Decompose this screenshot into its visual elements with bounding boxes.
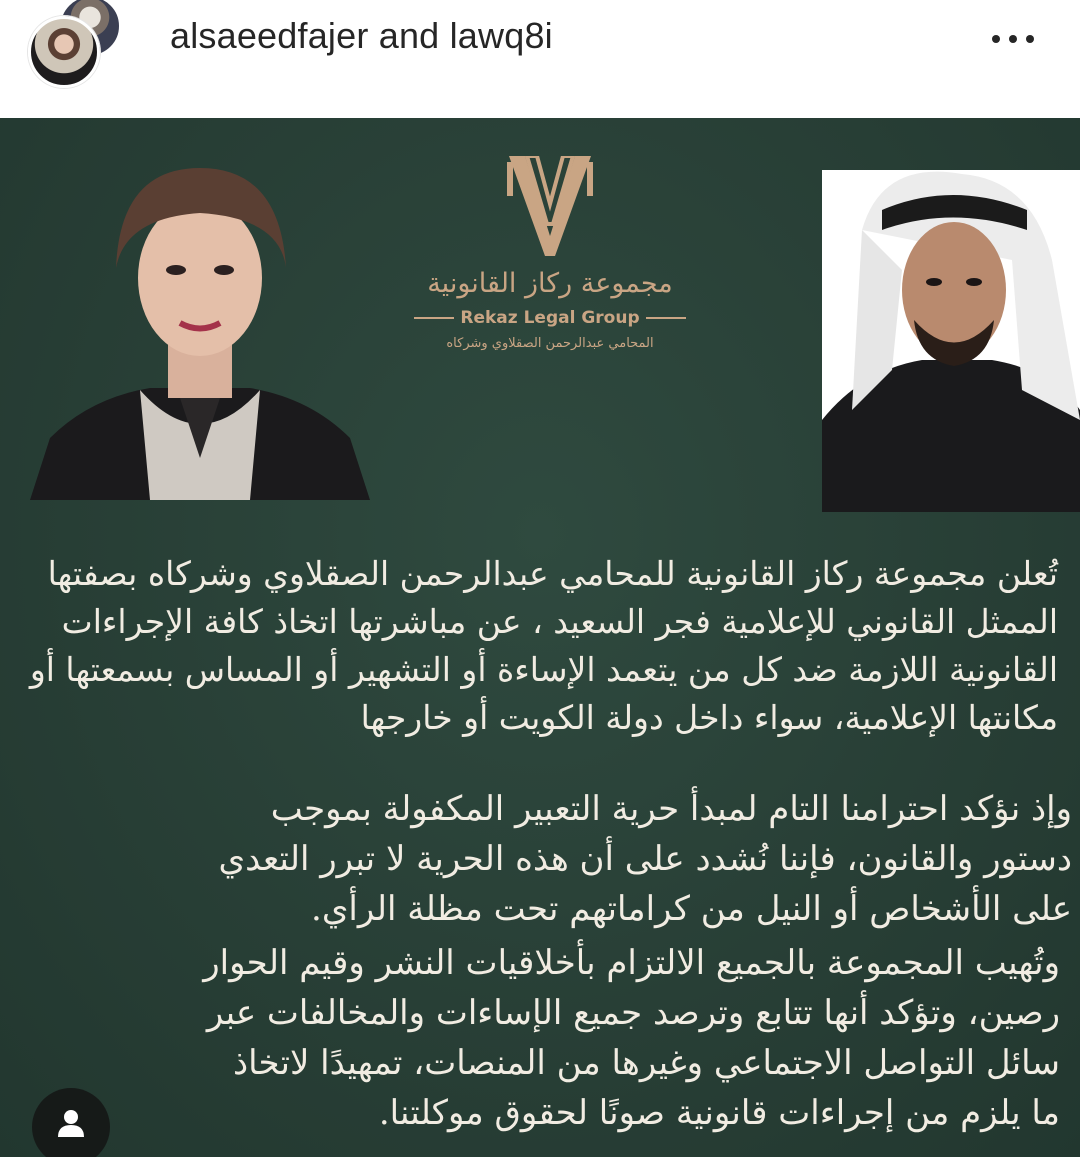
rekaz-logo	[400, 156, 700, 356]
collab-avatars[interactable]	[28, 0, 128, 90]
paragraph-line: ما يلزم من إجراءات قانونية صونًا لحقوق موكلتنا.	[378, 1093, 1060, 1133]
paragraph-line: سائل التواصل الاجتماعي وغيرها من المنصات، تمهيدًا لاتخاذ	[233, 1043, 1060, 1083]
rekaz-logo-mark	[503, 156, 597, 256]
paragraph-line: وتُهيب المجموعة بالجميع الالتزام بأخلاقيات النشر وقيم الحوار	[203, 943, 1060, 983]
paragraph-line: وإذ نؤكد احترامنا التام لمبدأ حرية التعبير المكفولة بموجب	[270, 789, 1072, 829]
portrait-woman	[30, 158, 370, 500]
more-options-icon[interactable]	[986, 26, 1040, 52]
avatar-alsaeedfajer[interactable]	[28, 16, 100, 88]
logo-subtitle: المحامي عبدالرحمن الصقلاوي وشركاه	[446, 336, 654, 351]
post-authors[interactable]: alsaeedfajer and lawq8i	[170, 15, 553, 56]
paragraph-line: الممثل القانوني للإعلامية فجر السعيد ، عن مباشرتها اتخاذ كافة الإجراءات	[61, 602, 1058, 641]
logo-arabic-name: مجموعة ركاز القانونية	[427, 268, 673, 299]
logo-english-name	[400, 308, 700, 328]
paragraph-line: دستور والقانون، فإننا نُشدد على أن هذه الحرية لا تبرر التعدي	[218, 839, 1072, 879]
post-header	[0, 0, 1080, 118]
paragraph-line: على الأشخاص أو النيل من كراماتهم تحت مظلة الرأي.	[311, 889, 1072, 929]
paragraph-line: القانونية اللازمة ضد كل من يتعمد الإساءة أو التشهير أو المساس بسمعتها أو	[29, 650, 1058, 689]
user-icon	[56, 1108, 86, 1138]
paragraph-line: تُعلن مجموعة ركاز القانونية للمحامي عبدالرحمن الصقلاوي وشركاه بصفتها	[47, 554, 1058, 593]
announcement-paragraph-2	[0, 784, 1072, 934]
paragraph-line: رصين، وتؤكد أنها تتابع وترصد جميع الإساءات والمخالفات عبر	[206, 993, 1060, 1033]
announcement-paragraph-3	[0, 938, 1060, 1138]
post-image[interactable]	[0, 118, 1080, 1157]
tagged-users-button[interactable]	[32, 1088, 110, 1157]
paragraph-line: مكانتها الإعلامية، سواء داخل دولة الكويت أو خارجها	[360, 698, 1058, 737]
announcement-paragraph-1	[30, 550, 1058, 742]
logo-english-text: Rekaz Legal Group	[460, 308, 640, 328]
portrait-man	[822, 170, 1080, 512]
